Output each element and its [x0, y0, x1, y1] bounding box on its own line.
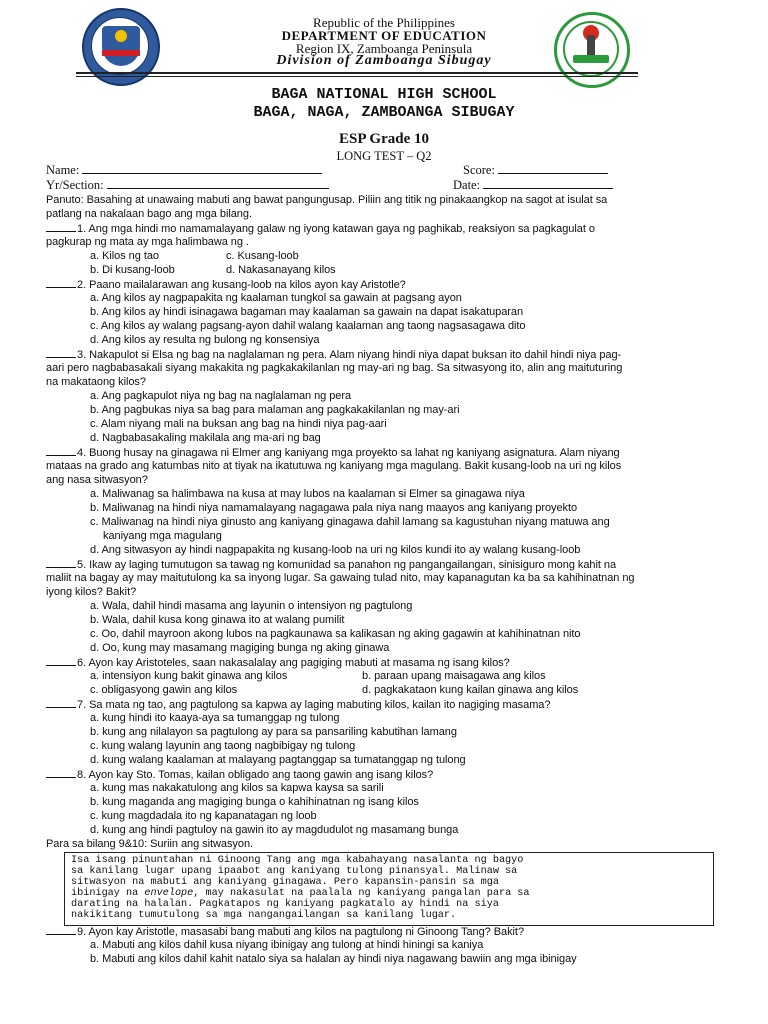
- name-label: Name:: [46, 163, 80, 177]
- letterhead-division: Division of Zamboanga Sibugay: [276, 53, 492, 68]
- choice: a. Ang kilos ay nagpapakita ng kaalaman tungkol sa gawain at pagsang ayon: [90, 292, 462, 304]
- passage-line: darating na halalan. Pagkatapos ng kaniyang pagkatalo ay hindi na siya: [71, 899, 499, 910]
- question-5-stem: 5. Ikaw ay laging tumutugon sa tawag ng komunidad sa panahon ng pangangailangan, sinisiguro mong kahit na: [46, 558, 616, 571]
- question-5-stem-cont: iyong kilos? Bakit?: [46, 586, 137, 598]
- choice: c. Maliwanag na hindi niya ginusto ang kaniyang ginagawa dahil lamang sa kagustuhan niyang matuwa ang: [90, 516, 610, 528]
- question-7-stem: 7. Sa mata ng tao, ang pagtulong sa kapwa ay laging mabuting kilos, kailan ito nagiging masama?: [46, 698, 550, 711]
- choice: a. kung mas nakakatulong ang kilos sa kapwa kaysa sa sarili: [90, 782, 384, 794]
- answer-blank-8[interactable]: [46, 768, 76, 778]
- question-1-stem-cont: pagkurap ng mata ay mga halimbawa ng .: [46, 236, 249, 248]
- question-3-stem-cont: na makataong kilos?: [46, 376, 146, 388]
- question-1-choices-row-1: [90, 250, 490, 262]
- situation-passage-box: [64, 852, 714, 926]
- situation-intro: Para sa bilang 9&10: Suriin ang sitwasyon.: [46, 838, 254, 850]
- choice-cont: kaniyang mga magulang: [103, 530, 222, 542]
- answer-blank-2[interactable]: [46, 278, 76, 288]
- choice: d. Oo, kung may masamang magiging bunga ng aking ginawa: [90, 642, 390, 654]
- choice: d. kung ang hindi pagtuloy na gawin ito ay magdudulot ng masamang bunga: [90, 824, 459, 836]
- score-blank[interactable]: [498, 163, 608, 174]
- choice: b. Wala, dahil kusa kong ginawa ito at walang pumilit: [90, 614, 345, 626]
- answer-blank-9[interactable]: [46, 925, 76, 935]
- question-1-stem: 1. Ang mga hindi mo namamalayang galaw ng iyong katawan gaya ng paghikab, reaksiyon sa pagkagulat o: [46, 222, 595, 235]
- choice: b. Maliwanag na hindi niya namamalayang nagagawa pala niya nang maayos ang kaniyang proyekto: [90, 502, 578, 514]
- directions-line-2: patlang na nakalaan bago ang mga bilang.: [46, 208, 252, 220]
- question-8-stem: 8. Ayon kay Sto. Tomas, kailan obligado ang taong gawin ang isang kilos?: [46, 768, 433, 781]
- question-4-stem: 4. Buong husay na ginagawa ni Elmer ang kaniyang mga proyekto sa lahat ng kaniyang asignatura. Alam niyang: [46, 446, 620, 459]
- choice: d. Nakasanayang kilos: [226, 264, 336, 276]
- choice: c. Ang kilos ay walang pagsang-ayon dahil walang kaalaman ang taong nagsasagawa dito: [90, 320, 526, 332]
- subject-title: ESP Grade 10: [338, 131, 429, 147]
- letterhead-republic: Republic of the Philippines: [313, 15, 455, 30]
- question-2-stem: 2. Paano mailalarawan ang kusang-loob na kilos ayon kay Aristotle?: [46, 278, 406, 291]
- choice: a. Kilos ng tao: [90, 250, 159, 262]
- choice: c. obligasyong gawin ang kilos: [90, 684, 238, 696]
- passage-line: ibinigay na envelope, may nakasulat na paalala ng kaniyang pangalan para sa: [71, 888, 530, 899]
- choice: a. Mabuti ang kilos dahil kusa niyang ibinigay ang tulong at hindi hiningi sa kaniya: [90, 939, 484, 951]
- choice: c. kung magdadala ito ng kapanatagan ng loob: [90, 810, 317, 822]
- answer-blank-5[interactable]: [46, 558, 76, 568]
- choice: d. Ang kilos ay resulta ng bulong ng konsensiya: [90, 334, 320, 346]
- name-blank[interactable]: [82, 163, 322, 174]
- school-address: BAGA, NAGA, ZAMBOANGA SIBUGAY: [253, 104, 515, 121]
- section-field[interactable]: [46, 178, 329, 193]
- choice: d. Ang sitwasyon ay hindi nagpapakita ng kusang-loob na uri ng kilos kundi ito ay walang kusang-loob: [90, 544, 581, 556]
- date-blank[interactable]: [483, 178, 613, 189]
- choice: c. Oo, dahil mayroon akong lubos na pagkaunawa sa kalikasan ng aking gagawin at kahihinatnan nito: [90, 628, 581, 640]
- choice: c. kung walang layunin ang taong nagbibigay ng tulong: [90, 740, 356, 752]
- choice: a. Ang pagkapulot niya ng bag na naglalaman ng pera: [90, 390, 352, 402]
- choice: b. Ang kilos ay hindi isinagawa bagaman may kaalaman sa gawain na dapat isakatuparan: [90, 306, 524, 318]
- choice: b. kung maganda ang magiging bunga o kahihinatnan ng isang kilos: [90, 796, 419, 808]
- question-6-stem: 6. Ayon kay Aristoteles, saan nakasalalay ang pagiging mabuti at masama ng isang kilos?: [46, 656, 510, 669]
- score-label: Score:: [463, 163, 495, 177]
- question-4-stem-cont: ang nasa sitwasyon?: [46, 474, 148, 486]
- answer-blank-3[interactable]: [46, 348, 76, 358]
- passage-line: sa kanilang lugar upang ipaabot ang kaniyang tulong pinansyal. Malinaw sa: [71, 866, 518, 877]
- choice: a. Wala, dahil hindi masama ang layunin o intensiyon ng pagtulong: [90, 600, 413, 612]
- school-name: BAGA NATIONAL HIGH SCHOOL: [271, 86, 497, 103]
- question-1-choices-row-2: [90, 264, 490, 276]
- passage-line: sitwasyon na mabuti ang kaniyang ginagawa. Pero kapansin-pansin sa mga: [71, 877, 499, 888]
- letterhead-rule: [76, 72, 638, 74]
- letterhead-rule-thin: [76, 76, 638, 77]
- choice: b. Mabuti ang kilos dahil kahit natalo siya sa halalan ay hindi niya nagawang bawiin ang mga ibinigay: [90, 953, 577, 965]
- question-3-stem: 3. Nakapulot si Elsa ng bag na naglalaman ng pera. Alam niyang hindi niya dapat buksan ito dahil hindi niya pag-: [46, 348, 621, 361]
- question-4-stem-cont: mataas na grado ang katumbas nito at tiyak na ikatutuwa ng kaniyang mga magulang. Bakit kusang-loob na uri ng kilos: [46, 460, 622, 472]
- section-blank[interactable]: [107, 178, 329, 189]
- choice: b. kung ang nilalayon sa pagtulong ay para sa pansariling kabutihan lamang: [90, 726, 457, 738]
- letterhead-department: DEPARTMENT OF EDUCATION: [281, 28, 487, 43]
- question-6-choices-row-2: [90, 684, 690, 696]
- choice: c. Alam niyang mali na buksan ang bag na hindi niya pag-aari: [90, 418, 387, 430]
- choice: a. Maliwanag sa halimbawa na kusa at may lubos na kaalaman si Elmer sa ginagawa niya: [90, 488, 525, 500]
- directions-line-1: Panuto: Basahing at unawaing mabuti ang bawat pangungusap. Piliin ang titik ng pinakaangkop na sagot at isulat sa: [46, 194, 608, 206]
- choice: d. pagkakataon kung kailan ginawa ang kilos: [362, 684, 579, 696]
- question-6-choices-row-1: [90, 670, 690, 682]
- test-name: LONG TEST – Q2: [336, 149, 432, 163]
- name-field[interactable]: [46, 163, 322, 178]
- choice: b. Ang pagbukas niya sa bag para malaman ang pagkakakilanlan ng may-ari: [90, 404, 460, 416]
- question-9-stem: 9. Ayon kay Aristotle, masasabi bang mabuti ang kilos na pagtulong ni Ginoong Tang? Bakit?: [46, 925, 524, 938]
- choice: a. kung hindi ito kaaya-aya sa tumanggap ng tulong: [90, 712, 340, 724]
- answer-blank-4[interactable]: [46, 446, 76, 456]
- answer-blank-6[interactable]: [46, 656, 76, 666]
- answer-blank-1[interactable]: [46, 222, 76, 232]
- choice: a. intensiyon kung bakit ginawa ang kilos: [90, 670, 288, 682]
- choice: c. Kusang-loob: [226, 250, 299, 262]
- score-field[interactable]: [463, 163, 608, 178]
- question-5-stem-cont: maliit na bagay ay may maitutulong ka sa inyong lugar. Sa gawaing tulad nito, may kapanagutan ka ba sa kahihinatnan ng: [46, 572, 635, 584]
- question-3-stem-cont: aari pero nagbabasakali siyang makakita ng pagkakakilanlan ng may-ari ng bag. Sa sitwasyong ito, alin ang maituturing: [46, 362, 623, 374]
- passage-line: Isa isang pinuntahan ni Ginoong Tang ang mga kabahayang nasalanta ng bagyo: [71, 855, 524, 866]
- date-field[interactable]: [453, 178, 613, 193]
- answer-blank-7[interactable]: [46, 698, 76, 708]
- choice: b. Di kusang-loob: [90, 264, 175, 276]
- date-label: Date:: [453, 178, 481, 192]
- passage-line: nakikitang tumutulong sa mga nangangailangan sa kanilang lugar.: [71, 910, 457, 921]
- letterhead-region: Region IX, Zamboanga Peninsula: [295, 41, 473, 56]
- choice: b. paraan upang maisagawa ang kilos: [362, 670, 546, 682]
- choice: d. Nagbabasakaling makilala ang ma-ari ng bag: [90, 432, 321, 444]
- choice: d. kung walang kaalaman at malayang pagtanggap sa tumatanggap ng tulong: [90, 754, 466, 766]
- section-label: Yr/Section:: [46, 178, 104, 192]
